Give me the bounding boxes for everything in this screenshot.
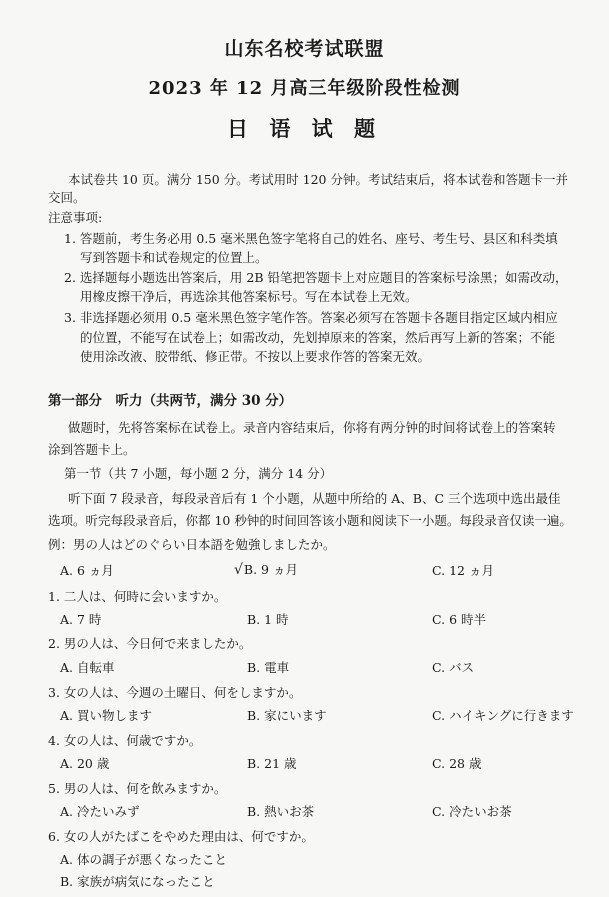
example-option-c: C. 12 ヵ月 bbox=[432, 563, 494, 578]
note-2-line-2: 用橡皮擦干净后，再选涂其他答案标号。写在本试卷上无效。 bbox=[80, 289, 418, 304]
question-6-option-a: A. 体の調子が悪くなったこと bbox=[60, 852, 227, 867]
exam-name-title: 2023 年 12 月高三年级阶段性检测 bbox=[148, 78, 461, 99]
question-2-option-b: B. 電車 bbox=[247, 660, 290, 675]
part-1-instr-line-1: 做题时，先将答案标在试卷上。录音内容结束后，你将有两分钟的时间将试卷上的答案转 bbox=[68, 420, 556, 435]
question-3: 3. 女の人は、今週の土曜日、何をしますか。 bbox=[48, 685, 302, 700]
question-5-option-b: B. 熱いお茶 bbox=[247, 804, 315, 819]
question-2: 2. 男の人は、今日何で来ましたか。 bbox=[48, 636, 252, 651]
question-1-option-a: A. 7 時 bbox=[60, 612, 102, 627]
question-2-option-c: C. バス bbox=[432, 660, 475, 675]
question-4-option-b: B. 21 歳 bbox=[247, 756, 297, 771]
part-1-instr-line-2: 涂到答题卡上。 bbox=[48, 442, 136, 457]
question-6-option-b: B. 家族が病気になったこと bbox=[60, 874, 215, 889]
subject-title: 日 语 试 题 bbox=[227, 116, 382, 141]
question-3-option-a: A. 買い物します bbox=[60, 708, 152, 723]
example-option-a: A. 6 ヵ月 bbox=[60, 563, 114, 578]
part-1-heading: 第一部分 听力（共两节，满分 30 分） bbox=[48, 393, 293, 409]
question-4-option-a: A. 20 歳 bbox=[60, 756, 110, 771]
question-3-option-c: C. ハイキングに行きます bbox=[432, 708, 574, 723]
note-1-line-2: 写到答题卡和试卷规定的位置上。 bbox=[80, 250, 268, 265]
question-6: 6. 女の人がたばこをやめた理由は、何ですか。 bbox=[48, 829, 314, 844]
note-3-line-3: 使用涂改液、胶带纸、修正带。不按以上要求作答的答案无效。 bbox=[80, 349, 431, 364]
question-3-option-b: B. 家にいます bbox=[247, 708, 327, 723]
check-mark-icon: √ bbox=[234, 562, 243, 578]
section-1-instr-line-2: 选项。听完每段录音后，你都 10 秒钟的时间回答该小题和阅读下一小题。每段录音仅读一遍。 bbox=[48, 513, 572, 528]
question-1-option-b: B. 1 時 bbox=[247, 612, 289, 627]
intro-line-1: 本试卷共 10 页。满分 150 分。考试用时 120 分钟。考试结束后，将本试卷和答题卡一并 bbox=[68, 172, 568, 187]
question-5: 5. 男の人は、何を飲みますか。 bbox=[48, 781, 227, 796]
section-1-heading: 第一节（共 7 小题，每小题 2 分，满分 14 分） bbox=[64, 466, 333, 481]
question-5-option-a: A. 冷たいみず bbox=[60, 804, 140, 819]
question-4-option-c: C. 28 歳 bbox=[432, 756, 482, 771]
section-1-instr-line-1: 听下面 7 段录音，每段录音后有 1 个小题，从题中所给的 A、B、C 三个选项中选出最佳 bbox=[68, 491, 561, 506]
example-question: 例：男の人はどのぐらい日本語を勉強しましたか。 bbox=[48, 537, 336, 552]
note-2-line-1: 2. 选择题每小题选出答案后，用 2B 铅笔把答题卡上对应题目的答案标号涂黑；如需改动， bbox=[64, 270, 568, 285]
exam-org-title: 山东名校考试联盟 bbox=[224, 38, 385, 60]
example-option-b bbox=[234, 562, 298, 578]
question-4: 4. 女の人は、何歳ですか。 bbox=[48, 733, 202, 748]
question-2-option-a: A. 自転車 bbox=[60, 660, 115, 675]
note-3-line-1: 3. 非选择题必须用 0.5 毫米黑色签字笔作答。答案必须写在答题卡各题目指定区域内相应 bbox=[64, 310, 558, 325]
question-1-option-c: C. 6 時半 bbox=[432, 612, 486, 627]
question-5-option-c: C. 冷たいお茶 bbox=[432, 804, 512, 819]
example-option-b-text: B. 9 ヵ月 bbox=[243, 562, 298, 577]
note-1-line-1: 1. 答题前，考生务必用 0.5 毫米黑色签字笔将自己的姓名、座号、考生号、县区和科类填 bbox=[64, 231, 558, 246]
note-3-line-2: 的位置，不能写在试卷上；如需改动，先划掉原来的答案，然后再写上新的答案；不能 bbox=[80, 330, 556, 345]
notes-heading: 注意事项: bbox=[48, 210, 103, 225]
intro-line-2: 交回。 bbox=[48, 190, 86, 205]
question-1: 1. 二人は、何時に会いますか。 bbox=[48, 589, 227, 604]
